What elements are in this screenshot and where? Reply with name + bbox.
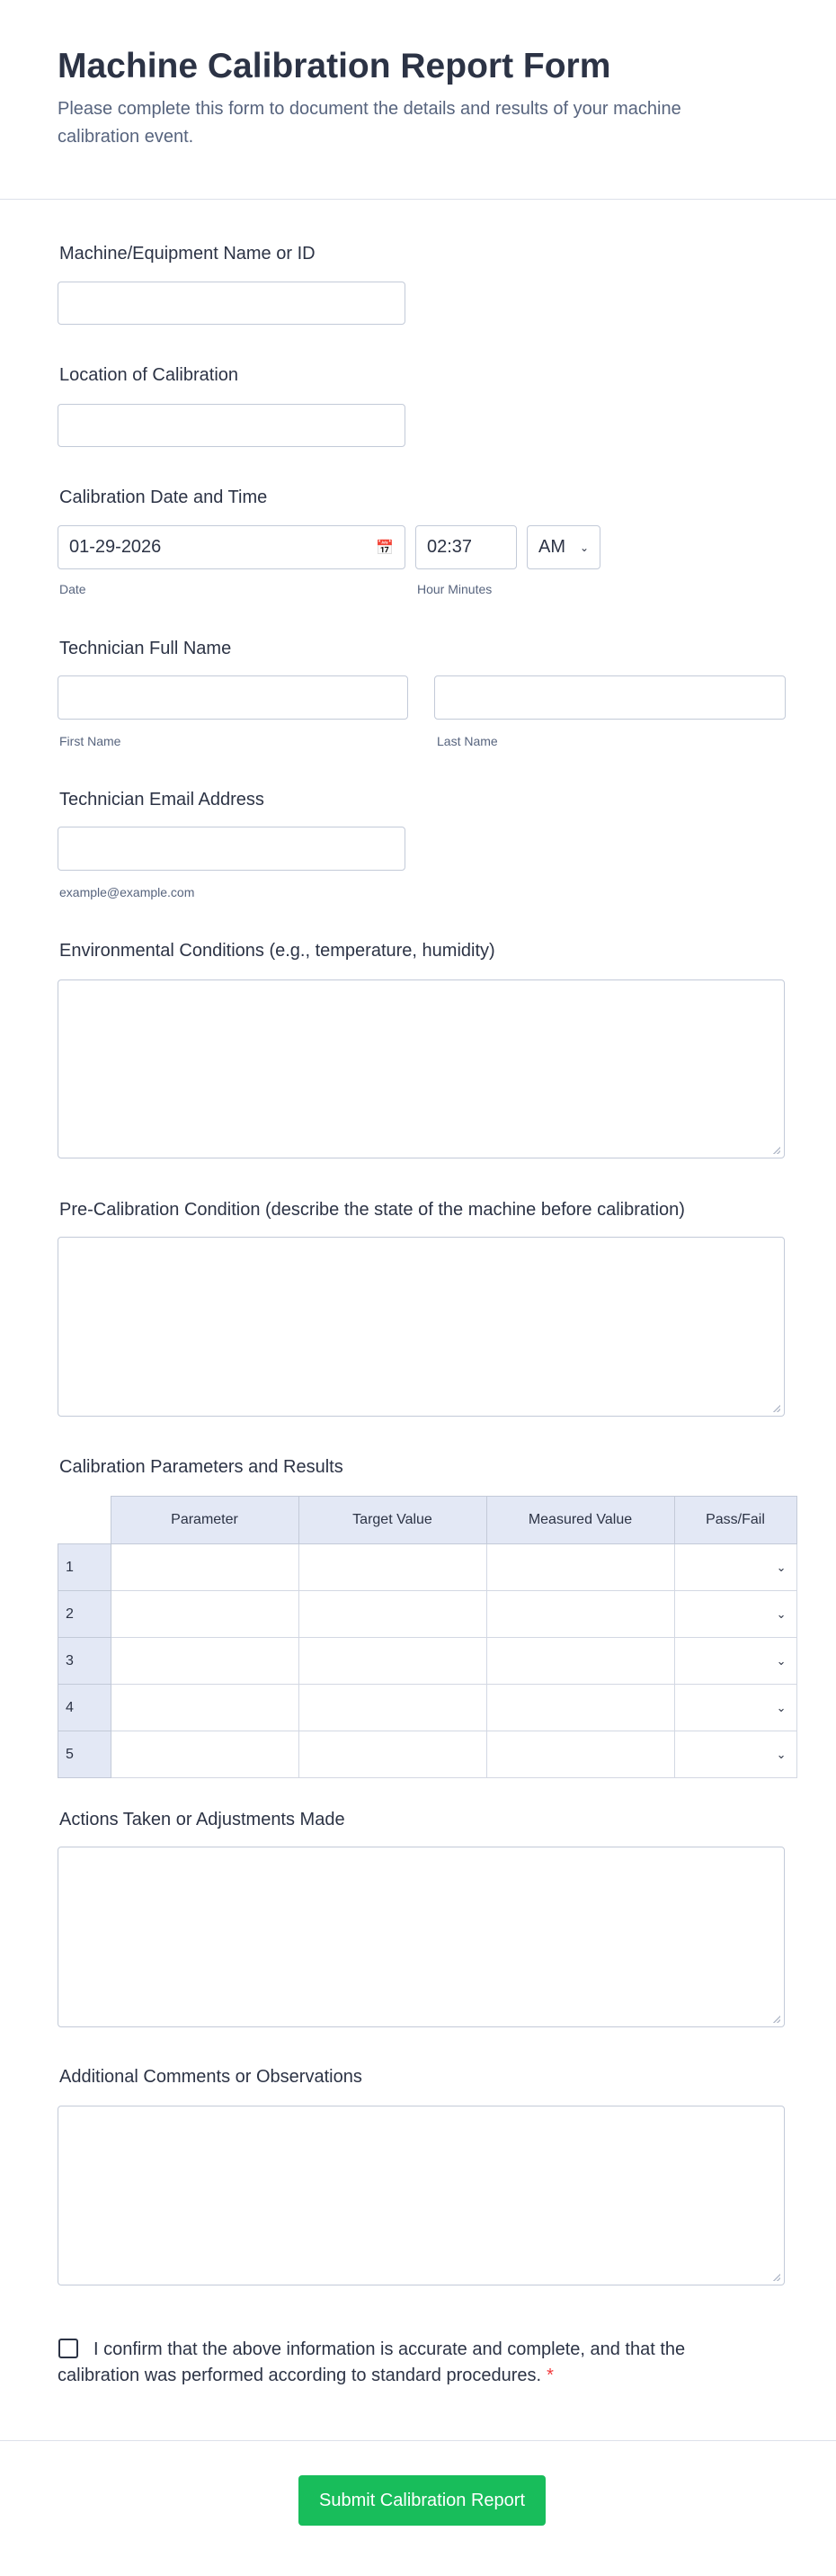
table-header-row [58,1497,797,1544]
email-input[interactable] [58,827,405,871]
resize-handle-icon[interactable] [773,1147,780,1154]
pass-fail-select[interactable] [674,1685,796,1731]
confirm-checkbox[interactable] [58,2339,78,2358]
measured-cell[interactable] [486,1731,674,1778]
row-number: 2 [58,1591,111,1638]
date-value: 01-29-2026 [69,537,162,557]
technician-label: Technician Full Name [59,639,232,658]
table-row [58,1544,797,1591]
parameter-cell[interactable] [111,1685,298,1731]
measured-cell[interactable] [486,1638,674,1685]
parameter-cell[interactable] [111,1731,298,1778]
last-name-sublabel: Last Name [437,734,498,748]
ampm-value: AM [538,537,565,557]
environment-textarea[interactable] [58,979,785,1158]
ampm-select[interactable] [527,525,600,569]
chevron-down-icon: ⌄ [776,1560,787,1574]
chevron-down-icon: ⌄ [776,1606,787,1621]
email-sublabel: example@example.com [59,885,195,899]
machine-input[interactable] [58,282,405,325]
column-header: Measured Value [486,1497,674,1544]
last-name-input[interactable] [434,675,786,720]
row-number: 4 [58,1685,111,1731]
page-subtitle: Please complete this form to document the details and results of your machine calibration event. [58,99,681,147]
header-divider [0,199,836,200]
comments-textarea[interactable] [58,2106,785,2285]
target-cell[interactable] [298,1544,486,1591]
resize-handle-icon[interactable] [773,2274,780,2281]
measured-cell[interactable] [486,1685,674,1731]
location-label: Location of Calibration [59,365,239,385]
measured-cell[interactable] [486,1544,674,1591]
first-name-input[interactable] [58,675,408,720]
table-row [58,1731,797,1778]
row-number: 3 [58,1638,111,1685]
page-title: Machine Calibration Report Form [58,47,611,85]
footer-divider [0,2440,836,2441]
parameter-cell[interactable] [111,1638,298,1685]
calendar-icon[interactable]: 📅 [376,540,394,556]
machine-label: Machine/Equipment Name or ID [59,244,316,264]
target-cell[interactable] [298,1638,486,1685]
time-sublabel: Hour Minutes [417,582,493,596]
chevron-down-icon: ⌄ [776,1653,787,1668]
actions-label: Actions Taken or Adjustments Made [59,1810,345,1829]
pass-fail-select[interactable] [674,1544,796,1591]
date-input[interactable] [58,525,405,569]
calibration-table [58,1496,797,1778]
confirm-label: I confirm that the above information is accurate and complete, and that the calibration was performed according to standard procedures. * [58,2339,686,2385]
chevron-down-icon: ⌄ [776,1700,787,1714]
table-row [58,1638,797,1685]
table-row [58,1685,797,1731]
submit-button[interactable]: Submit Calibration Report [298,2475,546,2526]
target-cell[interactable] [298,1685,486,1731]
location-input[interactable] [58,404,405,447]
table-row [58,1591,797,1638]
resize-handle-icon[interactable] [773,1405,780,1412]
chevron-down-icon: ⌄ [776,1747,787,1761]
pass-fail-select[interactable] [674,1591,796,1638]
resize-handle-icon[interactable] [773,2016,780,2023]
row-number: 5 [58,1731,111,1778]
precalibration-textarea[interactable] [58,1237,785,1417]
environment-label: Environmental Conditions (e.g., temperature, humidity) [59,941,495,961]
target-cell[interactable] [298,1591,486,1638]
pass-fail-select[interactable] [674,1638,796,1685]
email-label: Technician Email Address [59,790,264,809]
comments-label: Additional Comments or Observations [59,2067,362,2087]
target-cell[interactable] [298,1731,486,1778]
first-name-sublabel: First Name [59,734,121,748]
column-header: Parameter [111,1497,298,1544]
parameter-cell[interactable] [111,1591,298,1638]
measured-cell[interactable] [486,1591,674,1638]
time-value: 02:37 [427,537,473,557]
column-header: Pass/Fail [674,1497,796,1544]
row-number: 1 [58,1544,111,1591]
time-input[interactable] [415,525,517,569]
pass-fail-select[interactable] [674,1731,796,1778]
column-header: Target Value [298,1497,486,1544]
date-sublabel: Date [59,582,86,596]
parameter-cell[interactable] [111,1544,298,1591]
required-mark: * [547,2366,554,2385]
precalibration-label: Pre-Calibration Condition (describe the state of the machine before calibration) [59,1200,685,1220]
datetime-label: Calibration Date and Time [59,487,268,507]
table-label: Calibration Parameters and Results [59,1457,343,1477]
actions-textarea[interactable] [58,1847,785,2027]
chevron-down-icon: ⌄ [579,541,589,554]
